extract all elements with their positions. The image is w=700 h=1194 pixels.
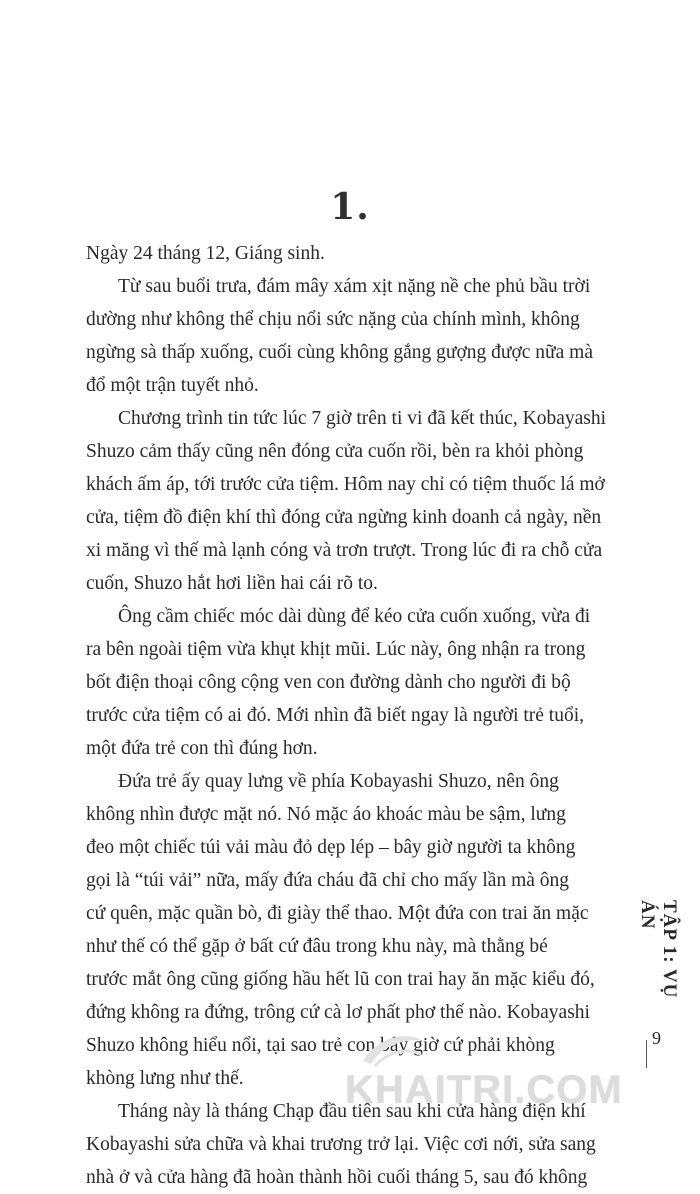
text-line: ngừng sà thấp xuống, cuối cùng không gắng gượng được nữa mà (86, 342, 593, 363)
text-line: Từ sau buổi trưa, đám mây xám xịt nặng nề che phủ bầu trời (118, 276, 591, 297)
text-line: một đứa trẻ con thì đúng hơn. (86, 738, 318, 759)
text-line: khòng lưng như thế. (86, 1068, 244, 1089)
text-line: Đứa trẻ ấy quay lưng về phía Kobayashi Shuzo, nên ông (118, 771, 559, 792)
text-line: đứng không ra đứng, trông cứ cà lơ phất phơ thế nào. Kobayashi (86, 1002, 590, 1023)
text-line: bốt điện thoại công cộng ven con đường dành cho người đi bộ (86, 672, 571, 693)
text-line: cửa, tiệm đồ điện khí thì đóng cửa ngừng kinh doanh cả ngày, nền (86, 507, 602, 528)
text-line: khách ấm áp, tới trước cửa tiệm. Hôm nay chỉ có tiệm thuốc lá mở (86, 474, 605, 495)
text-line: không nhìn được mặt nó. Nó mặc áo khoác màu be sậm, lưng (86, 804, 566, 825)
text-line: Ông cầm chiếc móc dài dùng để kéo cửa cuốn xuống, vừa đi (118, 606, 591, 627)
text-line: đổ một trận tuyết nhỏ. (86, 375, 259, 396)
text-line: cứ quên, mặc quần bò, đi giày thể thao. Một đứa con trai ăn mặc (86, 903, 589, 924)
text-line: Kobayashi sửa chữa và khai trương trở lại. Việc cơi nới, sửa sang (86, 1134, 596, 1155)
text-line: nhà ở và cửa hàng đã hoàn thành hồi cuối tháng 5, sau đó không (86, 1167, 588, 1188)
watermark (345, 1058, 685, 1118)
text-line: cuốn, Shuzo hắt hơi liền hai cái rõ to. (86, 573, 378, 594)
running-title: TẬP 1: VỤ ÁN (637, 900, 680, 999)
text-line: Chương trình tin tức lúc 7 giờ trên ti vi đã kết thúc, Kobayashi (118, 408, 607, 429)
text-line: Ngày 24 tháng 12, Giáng sinh. (86, 243, 325, 264)
page-number: 9 (652, 1028, 661, 1048)
text-line: ra bên ngoài tiệm vừa khụt khịt mũi. Lúc này, ông nhận ra trong (86, 639, 586, 660)
text-line: xi măng vì thế mà lạnh cóng và trơn trượt. Trong lúc đi ra chỗ cửa (86, 540, 603, 561)
text-line: trước cửa tiệm có ai đó. Mới nhìn đã biết ngay là người trẻ tuổi, (86, 705, 585, 726)
text-line: đeo một chiếc túi vải màu đỏ dẹp lép – bây giờ người ta không (86, 837, 576, 858)
text-line: Tháng này là tháng Chạp đầu tiên sau khi cửa hàng điện khí (118, 1101, 586, 1122)
text-line: gọi là “túi vải” nữa, mấy đứa cháu đã chỉ cho mấy lần mà ông (86, 870, 570, 891)
text-line: như thế có thể gặp ở bất cứ đâu trong khu này, mà thằng bé (86, 936, 548, 957)
text-line: trước mắt ông cũng giống hầu hết lũ con trai hay ăn mặc kiểu đó, (86, 969, 595, 990)
chapter-heading: 1. (330, 186, 370, 228)
text-line: dường như không thể chịu nổi sức nặng của chính mình, không (86, 309, 580, 330)
watermark-text: KHAITRI.COM (345, 1068, 623, 1112)
text-line: Shuzo cảm thấy cũng nên đóng cửa cuốn rồi, bèn ra khỏi phòng (86, 441, 584, 462)
text-line: Shuzo không hiểu nổi, tại sao trẻ con bây giờ cứ phải khòng (86, 1035, 555, 1056)
